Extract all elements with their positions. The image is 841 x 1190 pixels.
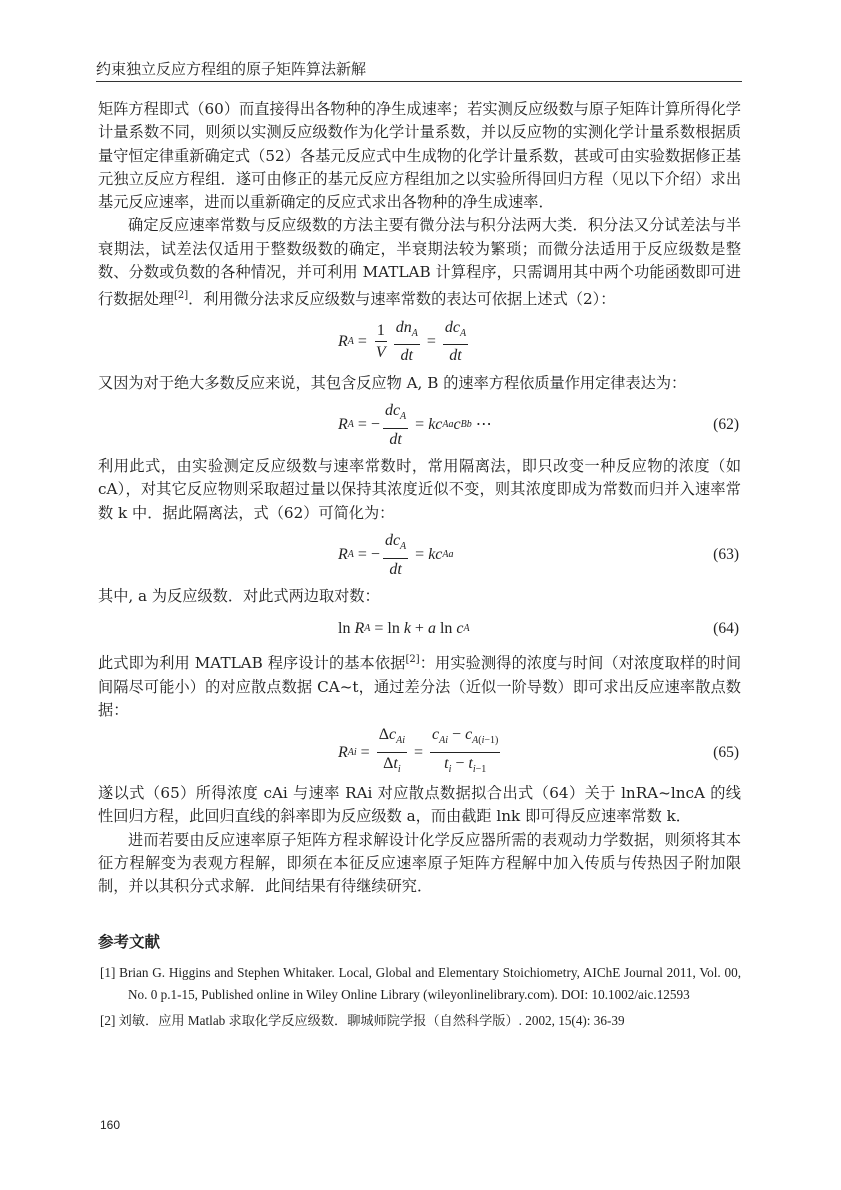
equation-number: (63): [713, 546, 739, 564]
equation-65: R Ai = $\frac{\Delta c_{Ai}}{\Delta t_i}$ = $\frac{c_{Ai} - c_{A(i-1)}}{t_i - t_{i-1}}$ (65): [98, 724, 741, 780]
equation-number: (65): [713, 743, 739, 761]
equation-63: R A = − $\frac{dc_A}{dt}$ = kc A a (63): [98, 527, 741, 583]
equation-62: R A = − $\frac{dc_A}{dt}$ = kc A a c B b ⋯ (62): [98, 397, 741, 453]
header-rule: [96, 81, 742, 82]
article-body: [98, 98, 741, 899]
equation-rate-definition: R A = $\frac{1}{V}$ $\frac{dn_A}{dt}$ = $\frac{dc_A}{dt}$: [338, 319, 467, 365]
reference-item: [1] Brian G. Higgins and Stephen Whitaker. Local, Global and Elementary Stoichiometry, AIChE Journal 2011, Vol. 00, No. 0 p.1-15, Published online in Wiley Online Library (wileyonlinelibrary.com). DOI: 10.1002/aic.12593: [100, 965, 741, 1002]
equation-64: ln R A = ln k + a ln c A (64): [98, 614, 741, 642]
paragraph-6: 此式即为利用 MATLAB 程序设计的基本依据[2]：用实验测得的浓度与时间（对浓度取样的时间间隔尽可能小）的对应散点数据 CA~t，通过差分法（近似一阶导数）即可求出反应速率散点数据：: [98, 654, 742, 719]
reference-list: [100, 962, 741, 1036]
paragraph-2: 确定反应速率常数与反应级数的方法主要有微分法与积分法两大类．积分法又分试差法与半衰期法，试差法仅适用于整数级数的确定，半衰期法较为繁琐；而微分法适用于反应级数是整数、分数或负数的各种情况，并可利用 MATLAB 计算程序，只需调用其中两个功能函数即可进行数据处理[2]．利用微分法求反应级数与速率常数的表达可依据上述式（2）：: [98, 216, 741, 309]
citation: [2]: [405, 654, 420, 666]
paragraph-5: 其中, a 为反应级数．对此式两边取对数：: [98, 586, 380, 605]
equation-number: (62): [713, 416, 739, 434]
citation: [2]: [173, 290, 189, 302]
references-heading: 参考文献: [98, 933, 161, 951]
equation-number: (64): [713, 619, 739, 637]
paragraph-1: 矩阵方程即式（60）而直接得出各物种的净生成速率；若实测反应级数与原子矩阵计算所得化学计量系数不同，则须以实测反应级数作为化学计量系数，并以反应物的实测化学计量系数根据质量守恒定律重新确定式（52）各基元反应式中生成物的化学计量系数，甚或可由实验数据修正基元独立反应方程组．遂可由修正的基元反应方程组加之以实验所得回归方程（见以下介绍）求出基元反应速率，进而以重新确定的反应式求出各物种的净生成速率．: [98, 100, 741, 212]
reference-item: [2] 刘敏．应用 Matlab 求取化学反应级数．聊城师院学报（自然科学版）. 2002, 15(4): 36-39: [100, 1013, 625, 1028]
paragraph-7: 遂以式（65）所得浓度 cAi 与速率 RAi 对应散点数据拟合出式（64）关于 lnRA~lncA 的线性回归方程，此回归直线的斜率即为反应级数 a，而由截距 lnk 即可得反应速率常数 k．: [98, 784, 741, 826]
paragraph-4: 利用此式，由实验测定反应级数与速率常数时，常用隔离法，即只改变一种反应物的浓度（如 cA），对其它反应物则采取超过量以保持其浓度近似不变，则其浓度即成为常数而归并入速率常数 k 中．据此隔离法，式（62）可简化为：: [98, 457, 741, 522]
running-header: 约束独立反应方程组的原子矩阵算法新解: [96, 60, 367, 78]
page-number: 160: [100, 1118, 121, 1132]
paragraph-8: 进而若要由反应速率原子矩阵方程求解设计化学反应器所需的表观动力学数据，则须将其本征方程解变为表观方程解，即须在本征反应速率原子矩阵方程解中加入传质与传热因子附加限制，并以其积分式求解．此间结果有待继续研究．: [98, 830, 741, 896]
paragraph-3: 又因为对于绝大多数反应来说，其包含反应物 A, B 的速率方程依质量作用定律表达为：: [98, 373, 687, 392]
